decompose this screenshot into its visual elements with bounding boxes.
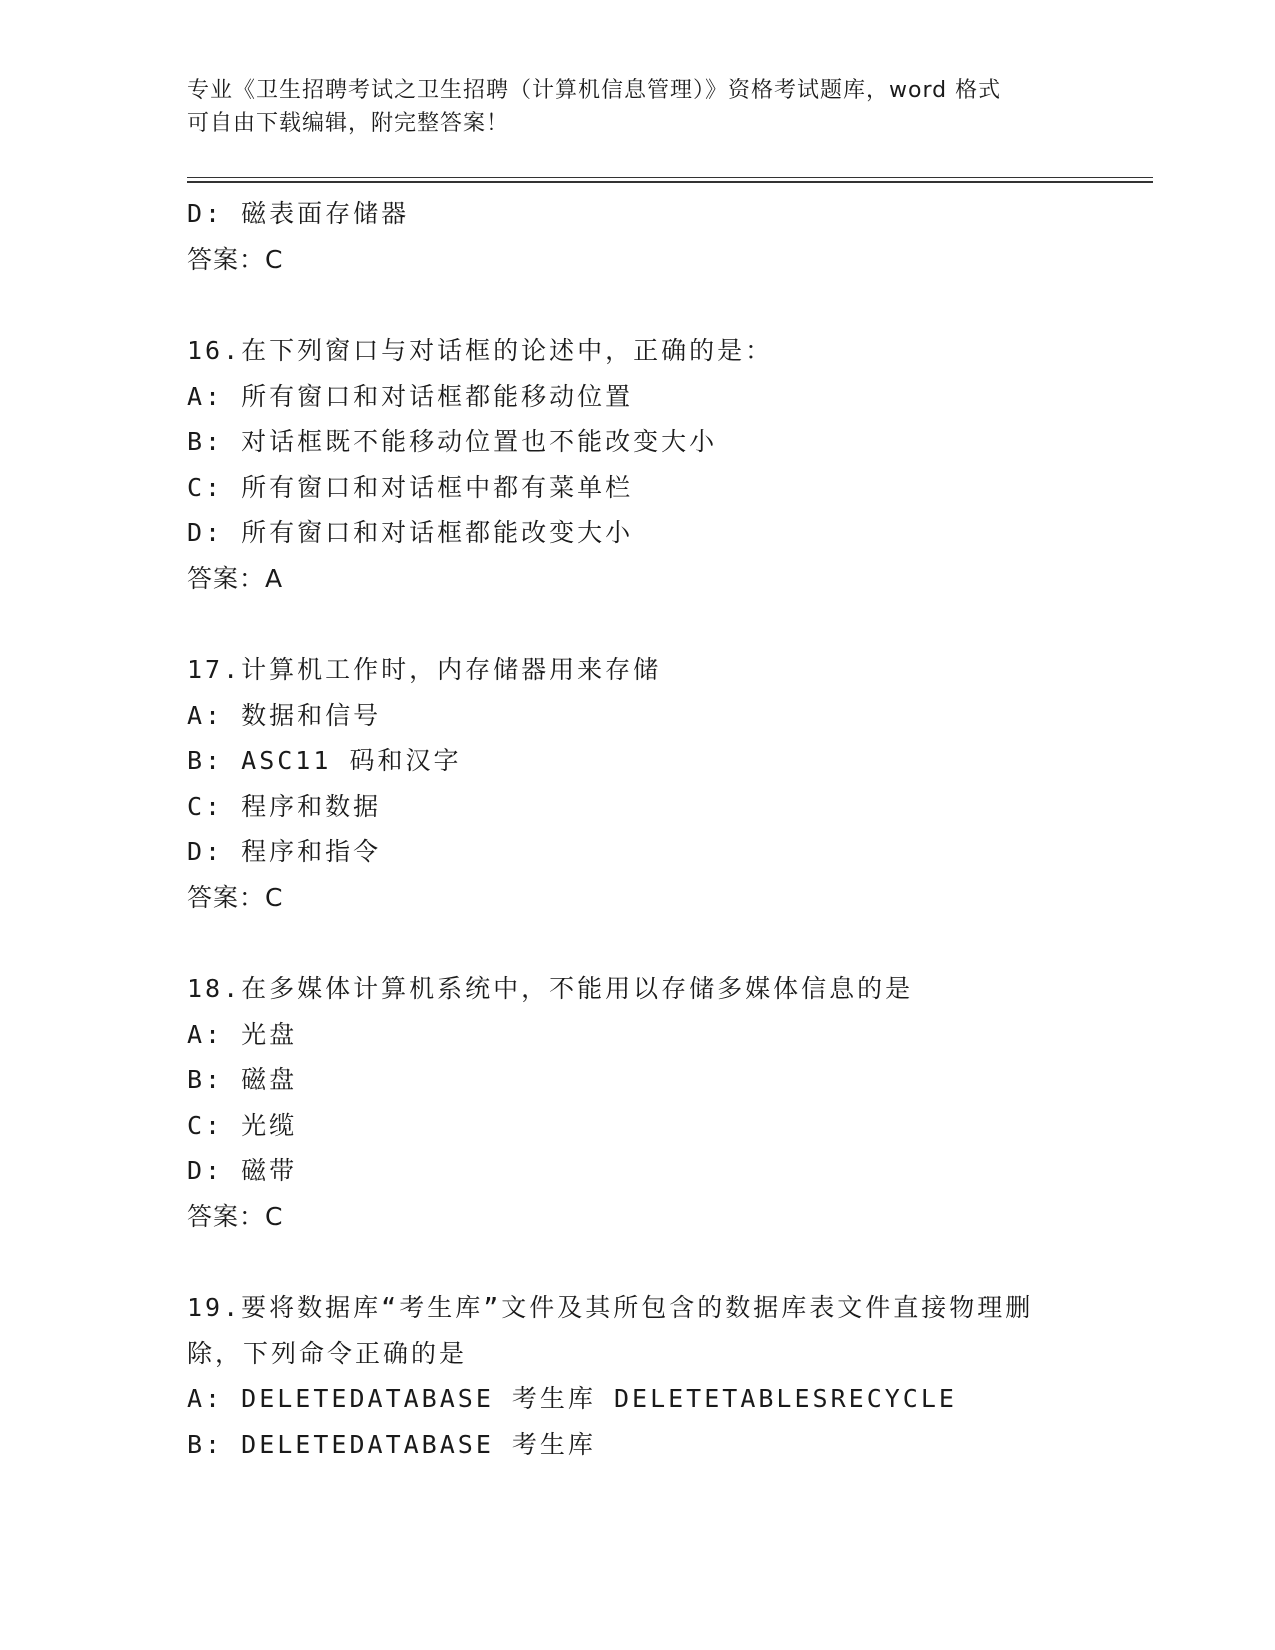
- option-b: B: 磁盘: [187, 1065, 298, 1094]
- question-stem: 16.在下列窗口与对话框的论述中，正确的是：: [187, 336, 774, 365]
- answer: 答案：C: [187, 244, 284, 274]
- question-stem-line-2: 除，下列命令正确的是: [187, 1338, 468, 1368]
- header-line-2: 可自由下载编辑，附完整答案！: [187, 111, 510, 136]
- question-16: [187, 328, 1087, 601]
- header-divider-thick: [187, 181, 1153, 183]
- option-b: B: DELETEDATABASE 考生库: [187, 1429, 596, 1459]
- question-17: [187, 647, 1087, 920]
- option-c: C: 程序和数据: [187, 791, 382, 821]
- option-c: C: 光缆: [187, 1110, 298, 1140]
- option-a: A: 光盘: [187, 1019, 298, 1049]
- option-d: D: 程序和指令: [187, 837, 382, 866]
- header-divider-thin: [187, 177, 1153, 178]
- question-18: [187, 966, 1087, 1239]
- question-stem: 17.计算机工作时，内存储器用来存储: [187, 655, 662, 684]
- question-stem-line-1: 19.要将数据库“考生库”文件及其所包含的数据库表文件直接物理删: [187, 1293, 1034, 1322]
- option-d: D: 磁表面存储器: [187, 199, 410, 228]
- answer: 答案：A: [187, 563, 284, 593]
- option-d: D: 所有窗口和对话框都能改变大小: [187, 518, 634, 547]
- question-15-tail: [187, 191, 1087, 282]
- option-c: C: 所有窗口和对话框中都有菜单栏: [187, 472, 634, 502]
- spacer: [187, 1239, 1087, 1285]
- option-a: A: DELETEDATABASE 考生库 DELETETABLESRECYCLE: [187, 1384, 957, 1413]
- option-b: B: 对话框既不能移动位置也不能改变大小: [187, 427, 718, 456]
- option-a: A: 所有窗口和对话框都能移动位置: [187, 381, 634, 411]
- spacer: [187, 282, 1087, 328]
- option-d: D: 磁带: [187, 1156, 298, 1185]
- document-header: [187, 74, 1087, 140]
- spacer: [187, 920, 1087, 966]
- answer: 答案：C: [187, 882, 284, 912]
- option-b: B: ASC11 码和汉字: [187, 746, 462, 775]
- option-a: A: 数据和信号: [187, 700, 382, 730]
- question-19: [187, 1285, 1087, 1467]
- header-line-1: 专业《卫生招聘考试之卫生招聘（计算机信息管理）》资格考试题库，word 格式: [187, 78, 1002, 103]
- spacer: [187, 601, 1087, 647]
- question-list: [187, 191, 1087, 1467]
- question-stem: 18.在多媒体计算机系统中，不能用以存储多媒体信息的是: [187, 974, 914, 1003]
- answer: 答案：C: [187, 1201, 284, 1231]
